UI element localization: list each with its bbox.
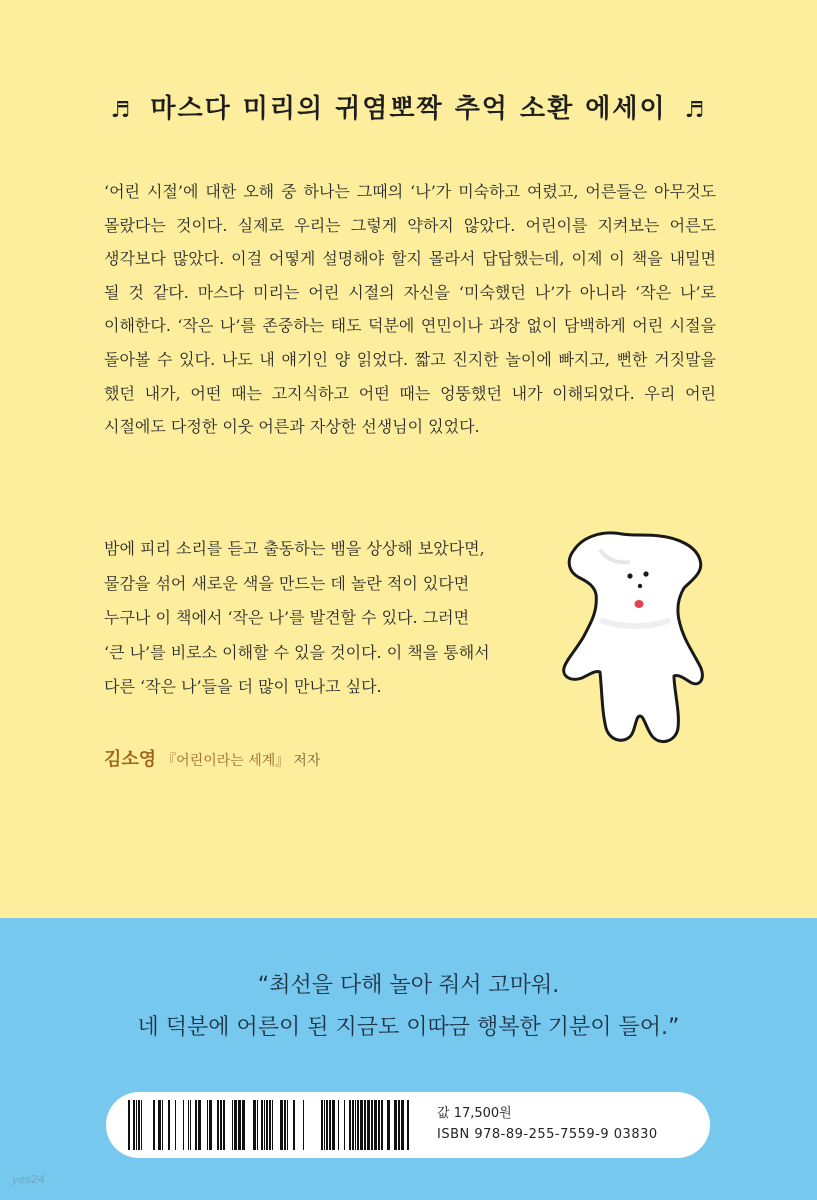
- barcode-bar: [242, 1100, 245, 1150]
- essay-paragraph-2: [104, 532, 579, 705]
- barcode-bar: [183, 1100, 184, 1150]
- barcode-bar: [257, 1100, 258, 1150]
- corner-watermark: yes24: [12, 1173, 46, 1186]
- barcode-bar: [198, 1100, 201, 1150]
- essay-line: ‘큰 나’를 비로소 이해할 수 있을 것이다. 이 책을 통해서: [104, 642, 490, 662]
- barcode-bar: [153, 1100, 155, 1150]
- essay-line: 누구나 이 책에서 ‘작은 나’를 발견할 수 있다. 그러면: [104, 608, 470, 627]
- barcode-bar: [269, 1100, 271, 1150]
- barcode-bar: [303, 1100, 304, 1150]
- barcode-bar: [280, 1100, 283, 1150]
- barcode-bar: [209, 1100, 212, 1150]
- barcode-bar: [162, 1100, 163, 1150]
- music-note-icon: ♬: [684, 98, 707, 123]
- barcode-bar: [232, 1100, 233, 1150]
- barcode-bar: [261, 1100, 263, 1150]
- signature-role: 저자: [293, 753, 321, 769]
- barcode-bar: [175, 1100, 176, 1150]
- barcode-bar: [128, 1100, 130, 1150]
- barcode-bar: [364, 1100, 366, 1150]
- quote-line: 네 덕분에 어른이 된 지금도 이따금 행복한 기분이 들어.”: [137, 1015, 680, 1040]
- barcode-bar: [266, 1100, 268, 1150]
- barcode-bar: [381, 1100, 383, 1150]
- barcode-bar: [352, 1100, 354, 1150]
- barcode-bar: [220, 1100, 222, 1150]
- barcode-bar: [234, 1100, 237, 1150]
- signature-name: 김소영: [104, 749, 157, 770]
- barcode-bar: [217, 1100, 219, 1150]
- barcode-bar: [287, 1100, 288, 1150]
- barcode-bar: [398, 1100, 400, 1150]
- barcode-bar: [338, 1100, 339, 1150]
- isbn-label: ISBN 978-89-255-7559-9 03830: [437, 1127, 658, 1142]
- barcode-bar: [329, 1100, 331, 1150]
- barcode-bar: [326, 1100, 328, 1150]
- barcode-bar: [141, 1100, 142, 1150]
- barcode-bar: [136, 1100, 137, 1150]
- barcode-icon: [126, 1100, 416, 1150]
- barcode-bar: [321, 1100, 323, 1150]
- barcode-bar: [349, 1100, 351, 1150]
- barcode-bar: [264, 1100, 265, 1150]
- barcode-bar: [223, 1100, 225, 1150]
- barcode-bar: [401, 1100, 404, 1150]
- barcode-bar: [158, 1100, 161, 1150]
- cover-quote: [0, 965, 817, 1049]
- quote-line: “최선을 다해 놀아 줘서 고마워.: [257, 973, 560, 998]
- barcode-bar: [332, 1100, 335, 1150]
- essay-line: 물감을 섞어 새로운 색을 만드는 데 놀란 적이 있다면: [104, 573, 470, 593]
- price-label: 값 17,500원: [437, 1106, 512, 1121]
- essay-paragraph-1: [104, 175, 716, 444]
- barcode-bar: [195, 1100, 197, 1150]
- essay-line: 다른 ‘작은 나’들을 더 많이 만나고 싶다.: [104, 677, 382, 696]
- barcode-bar: [190, 1100, 191, 1150]
- barcode-bar: [374, 1100, 377, 1150]
- barcode-bar: [293, 1100, 295, 1150]
- barcode-bar: [168, 1100, 170, 1150]
- barcode-bar: [344, 1100, 345, 1150]
- barcode-bar: [238, 1100, 241, 1150]
- barcode-bar: [360, 1100, 363, 1150]
- barcode-bar: [284, 1100, 286, 1150]
- barcode-bar: [272, 1100, 273, 1150]
- signature: [104, 745, 320, 771]
- barcode-bar: [188, 1100, 189, 1150]
- essay-line: 밤에 피리 소리를 듣고 출동하는 뱀을 상상해 보았다면,: [104, 539, 485, 558]
- barcode-bar: [387, 1100, 390, 1150]
- music-note-icon: ♬: [110, 98, 133, 123]
- barcode-bar: [138, 1100, 140, 1150]
- barcode-bar: [367, 1100, 370, 1150]
- signature-book-title: 『어린이라는 세계』: [162, 753, 290, 769]
- headline-text: 마스다 미리의 귀염뽀짝 추억 소환 에세이: [150, 94, 667, 124]
- headline: [0, 88, 817, 125]
- barcode-bar: [207, 1100, 208, 1150]
- barcode-bar: [355, 1100, 356, 1150]
- barcode-bar: [371, 1100, 373, 1150]
- barcode-bar: [133, 1100, 135, 1150]
- white-puppy-illustration: [560, 520, 705, 750]
- barcode-bar: [357, 1100, 359, 1150]
- barcode-bar: [378, 1100, 380, 1150]
- barcode-bar: [253, 1100, 256, 1150]
- barcode-bar: [394, 1100, 397, 1150]
- essay-text: ‘어린 시절’에 대한 오해 중 하나는 그때의 ‘나’가 미숙하고 여렸고, 어른들은 아무것도 몰랐다는 것이다. 실제로 우리는 그렇게 약하지 않았다. 어린이를 지켜보는 어른도 생각보다 많았다. 이걸 어떻게 설명해야 할지 몰라서 답답했는데, 이제 이 책을 내밀면 될 것 같다. 마스다 미리는 어린 시절의 자신을 ‘미숙했던 나’가 아니라 ‘작은 나’로 이해한다. ‘작은 나’를 존중하는 태도 덕분에 연민이나 과장 없이 담백하게 어린 시절을 돌아볼 수 있다. 나도 내 얘기인 양 읽었다. 짧고 진지한 놀이에 빠지고, 뻔한 거짓말을 했던 내가, 어떤 때는 고지식하고 어떤 때는 엉뚱했던 내가 이해되었다. 우리 어린 시절에도 다정한 이웃 어른과 자상한 선생님이 있었다.: [104, 182, 716, 437]
- barcode-bar: [407, 1100, 409, 1150]
- barcode-bar: [324, 1100, 325, 1150]
